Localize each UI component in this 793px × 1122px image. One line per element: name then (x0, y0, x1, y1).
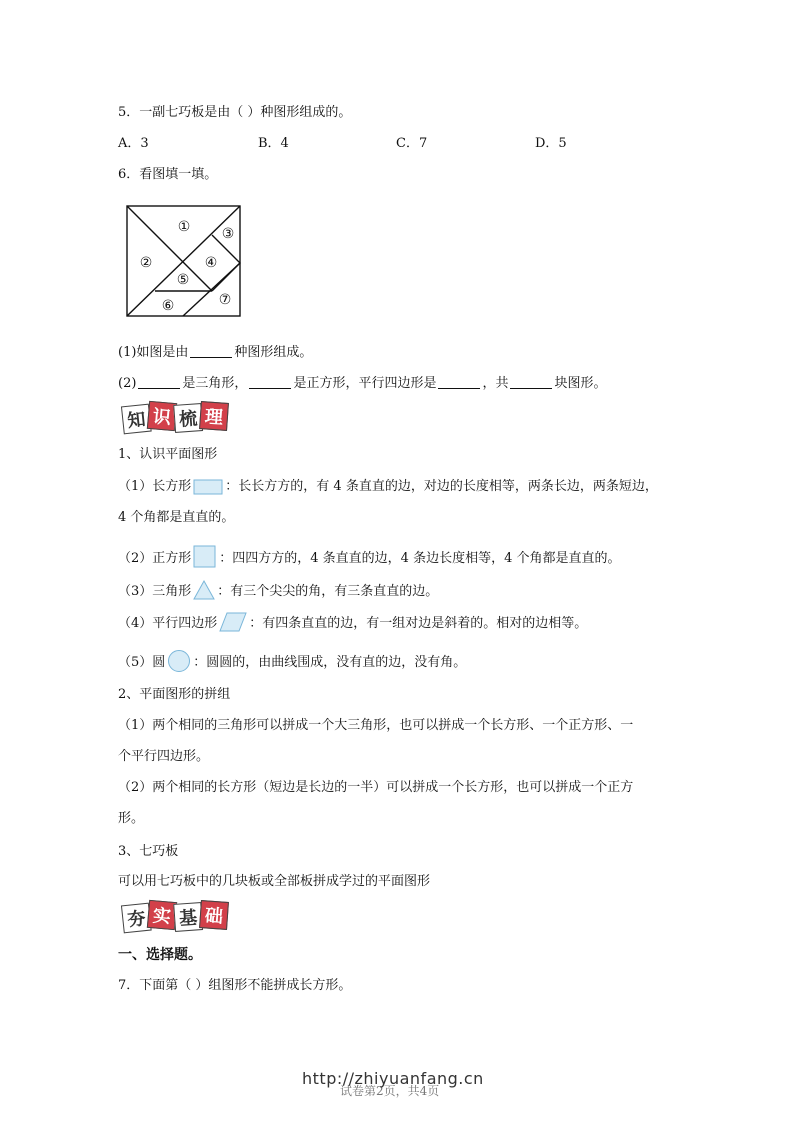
banner-knowledge-review (122, 402, 226, 434)
label-3: ③ (221, 226, 235, 242)
answer-blank-4[interactable] (438, 374, 480, 389)
q6-part2-a: (2) (118, 376, 137, 391)
parallelogram-label: （4）平行四边形 (118, 616, 218, 631)
circle-desc: ：圆圆的，由曲线围成，没有直的边，没有角。 (193, 655, 467, 670)
label-1: ① (177, 219, 191, 235)
q6-part2-d: ，共 (482, 376, 509, 391)
banner2-char-1: 夯 (121, 903, 152, 934)
review-circle (118, 649, 466, 673)
q7-stem: 7．下面第（ ）组图形不能拼成长方形。 (118, 978, 352, 993)
review-heading-2: 2、平面图形的拼组 (118, 687, 231, 702)
review-heading-1: 1、认识平面图形 (118, 447, 218, 462)
triangle-label: （3）三角形 (118, 584, 192, 599)
review-heading-3: 3、七巧板 (118, 844, 179, 859)
rect-desc: ：长长方方的，有 4 条直直的边，对边的长度相等，两条长边，两条短边， (225, 479, 658, 494)
q6-part1-suffix: 种图形组成。 (234, 345, 313, 360)
banner1-char-3: 梳 (173, 403, 203, 433)
banner2-char-2: 实 (147, 900, 177, 930)
review-triangle (118, 580, 438, 601)
q6-part2-e: 块图形。 (554, 376, 607, 391)
triangle-icon (193, 580, 215, 600)
square-icon (193, 545, 217, 569)
square-label: （2）正方形 (118, 551, 192, 566)
circle-icon (167, 649, 191, 673)
review-combine-1a: （1）两个相同的三角形可以拼成一个大三角形，也可以拼成一个长方形、一个正方形、一 (118, 718, 634, 733)
label-2: ② (139, 255, 153, 271)
label-7: ⑦ (218, 292, 232, 308)
parallelogram-icon (219, 612, 247, 632)
review-combine-2a: （2）两个相同的长方形（短边是长边的一半）可以拼成一个长方形，也可以拼成一个正方 (118, 780, 634, 795)
rectangle-icon (193, 479, 223, 495)
banner2-char-4: 础 (199, 900, 229, 930)
review-square (118, 545, 621, 569)
answer-blank-2[interactable] (138, 374, 180, 389)
circle-label: （5）圆 (118, 655, 166, 670)
q6-part2-b: 是三角形， (182, 376, 248, 391)
tangram-figure (126, 205, 242, 318)
parallelogram-desc: ：有四条直直的边，有一组对边是斜着的。相对的边相等。 (249, 616, 588, 631)
banner1-char-4: 理 (199, 401, 229, 431)
q5-option-c: C．7 (396, 136, 428, 151)
label-6: ⑥ (161, 298, 175, 314)
label-4: ④ (204, 255, 218, 271)
page-footer: 试卷第2页，共4页 (340, 1084, 440, 1098)
q5-option-b: B．4 (258, 136, 289, 151)
review-combine-1b: 个平行四边形。 (118, 749, 210, 764)
review-combine-2b: 形。 (118, 811, 145, 826)
q5-option-a: A．3 (118, 136, 149, 151)
answer-blank-5[interactable] (510, 374, 552, 389)
watermark: http://zhiyuanfang.cn (302, 1069, 484, 1088)
section-title-choice: 一、选择题。 (118, 947, 202, 963)
review-parallelogram (118, 612, 587, 633)
banner1-char-2: 识 (147, 401, 177, 431)
q6-part2-c: 是正方形，平行四边形是 (293, 376, 437, 391)
banner1-char-1: 知 (121, 404, 152, 435)
q5-stem: 5．一副七巧板是由（ ）种图形组成的。 (118, 105, 352, 120)
banner2-char-3: 基 (173, 902, 203, 932)
review-rectangle (118, 478, 658, 496)
q6-stem: 6．看图填一填。 (118, 167, 218, 182)
square-desc: ：四四方方的，4 条直直的边，4 条边长度相等，4 个角都是直直的。 (219, 551, 621, 566)
q5-option-d: D．5 (535, 136, 567, 151)
q6-part1 (118, 343, 312, 362)
answer-blank-1[interactable] (190, 343, 232, 358)
review-tangram-text: 可以用七巧板中的几块板或全部板拼成学过的平面图形 (118, 874, 431, 889)
banner-foundation (122, 901, 226, 933)
answer-blank-3[interactable] (249, 374, 291, 389)
review-rectangle-cont: 4 个角都是直直的。 (118, 510, 235, 525)
q6-part2 (118, 374, 606, 393)
q6-part1-prefix: (1)如图是由 (118, 345, 189, 360)
rect-label: （1）长方形 (118, 479, 192, 494)
triangle-desc: ：有三个尖尖的角，有三条直直的边。 (217, 584, 439, 599)
label-5: ⑤ (176, 272, 190, 288)
